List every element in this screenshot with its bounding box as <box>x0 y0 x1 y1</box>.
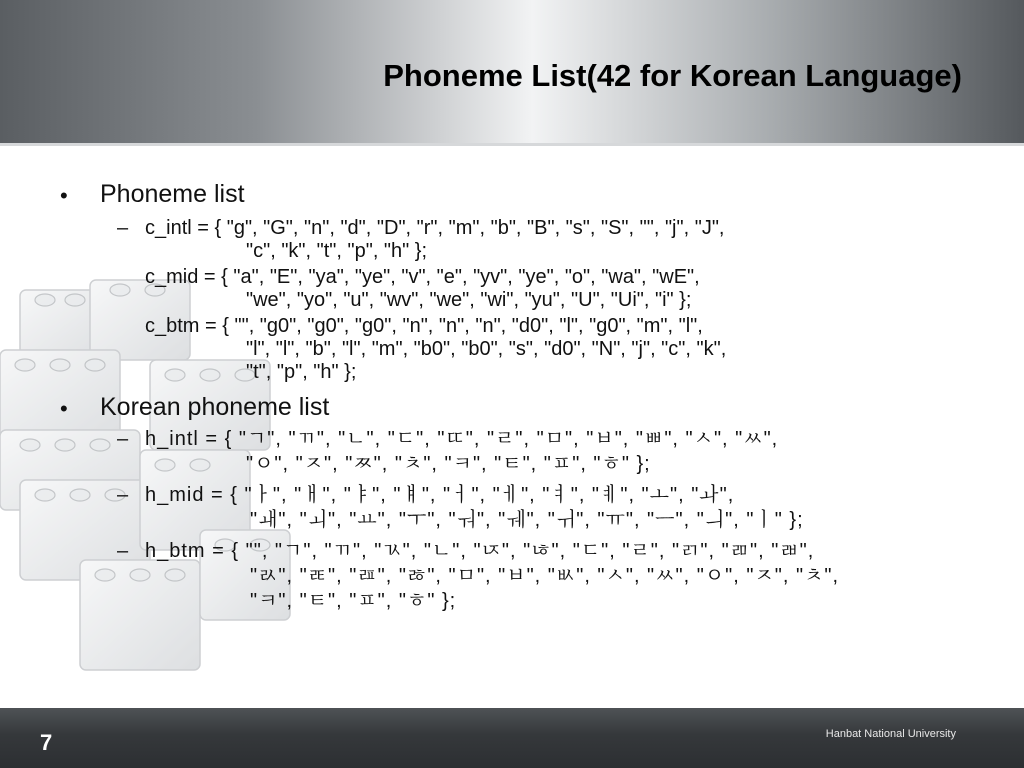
bullet-dot: • <box>60 396 68 421</box>
c-intl-line-2: "c", "k", "t", "p", "h" }; <box>246 240 428 262</box>
korean-phoneme-list-heading: Korean phoneme list <box>100 393 330 421</box>
bullet-dot: • <box>60 183 68 208</box>
page-number: 7 <box>40 730 53 755</box>
h-mid-line-2: "ㅙ", "ㅚ", "ㅛ", "ㅜ", "ㅝ", "ㅞ", "ㅟ", "ㅠ", "ㅡ", "ㅢ", "ㅣ" }; <box>250 509 804 531</box>
dash-marker: – <box>117 217 129 239</box>
dash-marker: – <box>117 540 129 562</box>
university-name: Hanbat National University <box>825 728 956 740</box>
slide-footer <box>0 708 1024 768</box>
phoneme-list-heading: Phoneme list <box>100 180 245 208</box>
c-mid-line-1: c_mid = { "a", "E", "ya", "ye", "v", "e", "yv", "ye", "o", "wa", "wE", <box>145 266 700 288</box>
slide-title: Phoneme List(42 for Korean Language) <box>383 58 962 93</box>
h-btm-line-2: "ㄽ", "ㄾ", "ㄿ", "ㅀ", "ㅁ", "ㅂ", "ㅄ", "ㅅ", "ㅆ", "ㅇ", "ㅈ", "ㅊ", <box>250 565 840 587</box>
h-intl-line-2: "ㅇ", "ㅈ", "ㅉ", "ㅊ", "ㅋ", "ㅌ", "ㅍ", "ㅎ" }; <box>246 453 651 475</box>
dash-marker: – <box>117 484 129 506</box>
dash-marker: – <box>117 428 129 450</box>
c-btm-line-1: c_btm = { "", "g0", "g0", "g0", "n", "n", "n", "d0", "l", "g0", "m", "l", <box>145 315 703 337</box>
c-btm-line-2: "l", "l", "b", "l", "m", "b0", "b0", "s", "d0", "N", "j", "c", "k", <box>246 338 727 360</box>
h-btm-line-1: h_btm = { "", "ㄱ", "ㄲ", "ㄳ", "ㄴ", "ㄵ", "ㄶ", "ㄷ", "ㄹ", "ㄺ", "ㄻ", "ㄼ", <box>145 540 815 562</box>
h-mid-line-1: h_mid = { "ㅏ", "ㅐ", "ㅑ", "ㅒ", "ㅓ", "ㅔ", "ㅕ", "ㅖ", "ㅗ", "ㅘ", <box>145 484 735 506</box>
h-btm-line-3: "ㅋ", "ㅌ", "ㅍ", "ㅎ" }; <box>250 590 457 612</box>
h-intl-line-1: h_intl = { "ㄱ", "ㄲ", "ㄴ", "ㄷ", "ㄸ", "ㄹ", "ㅁ", "ㅂ", "ㅃ", "ㅅ", "ㅆ", <box>145 428 779 450</box>
c-intl-line-1: c_intl = { "g", "G", "n", "d", "D", "r", "m", "b", "B", "s", "S", "", "j", "J", <box>145 217 725 239</box>
c-btm-line-3: "t", "p", "h" }; <box>246 361 357 383</box>
c-mid-line-2: "we", "yo", "u", "wv", "we", "wi", "yu", "U", "Ui", "i" }; <box>246 289 692 311</box>
